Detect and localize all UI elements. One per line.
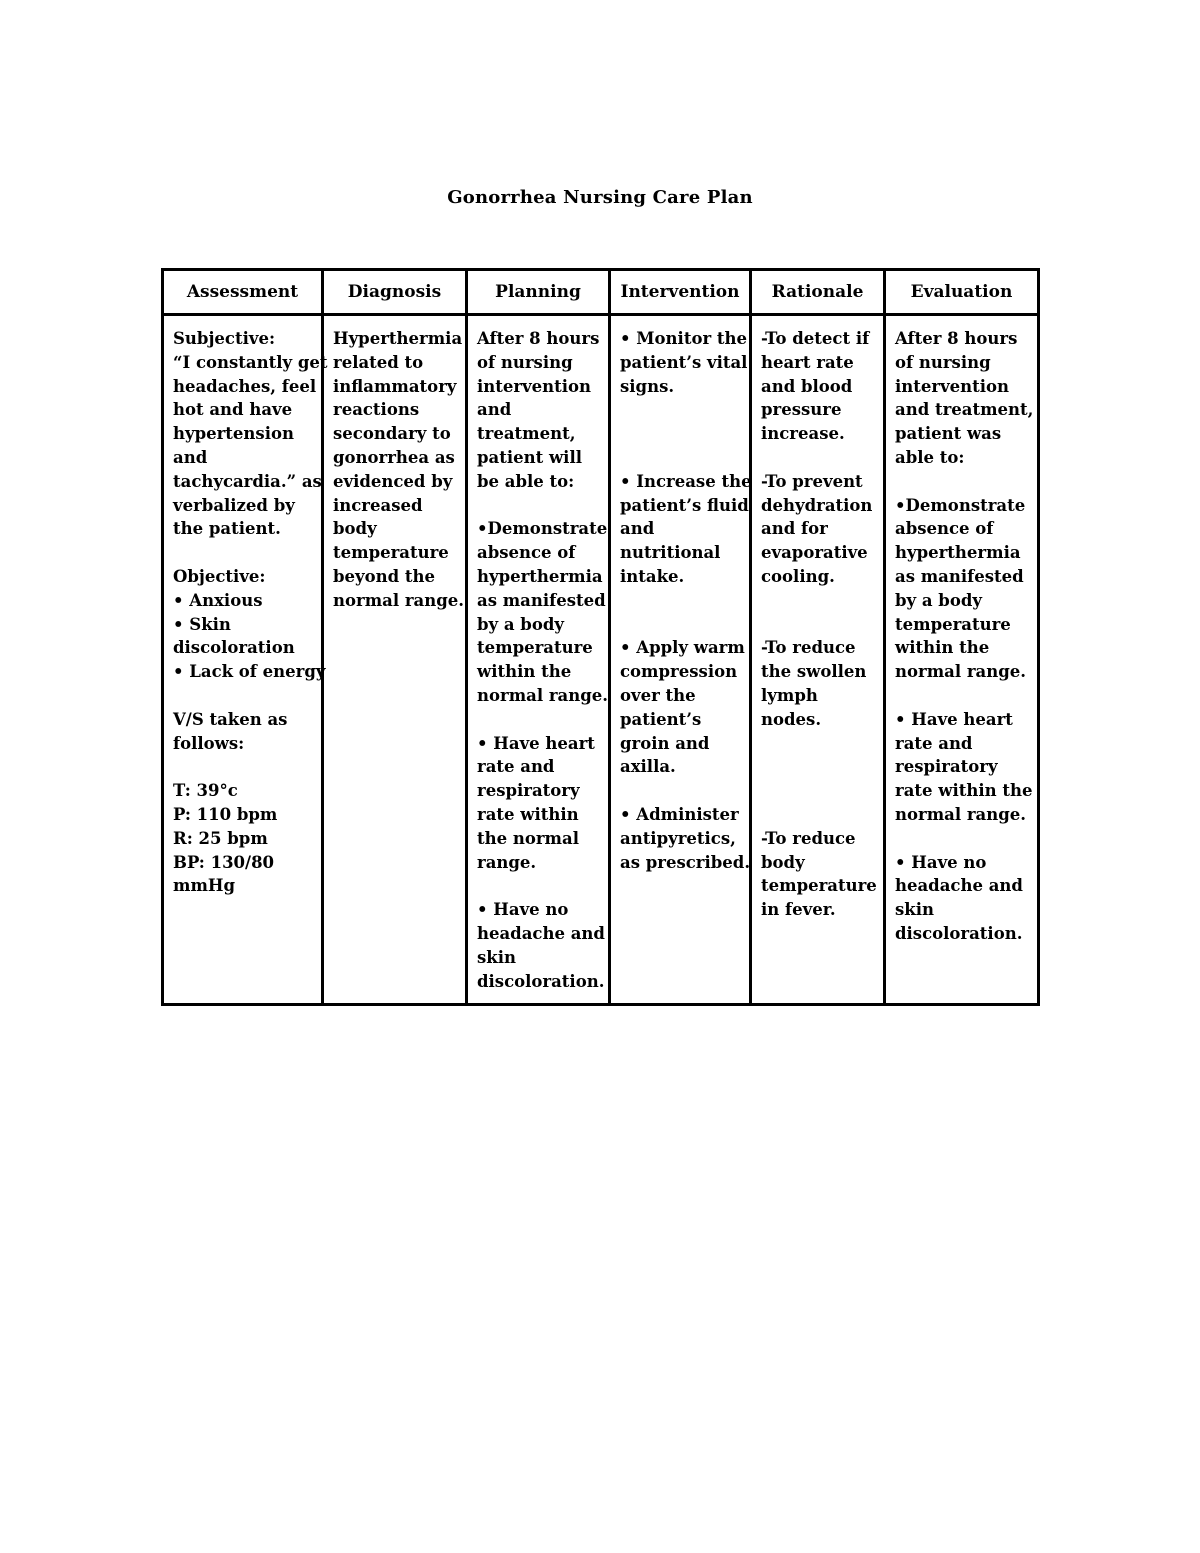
planning-goal-line: •Demonstrate bbox=[477, 519, 608, 539]
intervention-cell bbox=[610, 315, 751, 1005]
evaluation-intro-line: of nursing bbox=[895, 352, 991, 372]
diagnosis-line: increased bbox=[333, 495, 423, 515]
subjective-line: “I constantly get bbox=[173, 352, 328, 372]
intervention-line: patient’s fluid bbox=[620, 495, 749, 515]
vital-respiration: R: 25 bpm bbox=[173, 828, 268, 848]
planning-goal-line: normal range. bbox=[477, 685, 609, 705]
diagnosis-line: secondary to bbox=[333, 424, 451, 444]
table-row bbox=[163, 315, 1039, 1005]
subjective-line: the patient. bbox=[173, 519, 281, 539]
evaluation-line: absence of bbox=[895, 519, 994, 539]
planning-goal-line: rate within bbox=[477, 804, 579, 824]
diagnosis-line: gonorrhea as bbox=[333, 447, 455, 467]
rationale-line: cooling. bbox=[761, 566, 835, 586]
header-diagnosis: Diagnosis bbox=[323, 270, 467, 315]
intervention-line: • Increase the bbox=[620, 471, 752, 491]
diagnosis-line: related to bbox=[333, 352, 424, 372]
assessment-cell bbox=[163, 315, 328, 1005]
vs-line: follows: bbox=[173, 733, 245, 753]
vital-pulse: P: 110 bpm bbox=[173, 804, 278, 824]
rationale-line: -To reduce bbox=[761, 638, 856, 658]
evaluation-line: rate within the bbox=[895, 781, 1033, 801]
intervention-line: nutritional bbox=[620, 543, 721, 563]
rationale-line: heart rate bbox=[761, 352, 854, 372]
rationale-line: lymph bbox=[761, 685, 818, 705]
objective-line: discoloration bbox=[173, 638, 295, 658]
header-assessment: Assessment bbox=[163, 270, 323, 315]
diagnosis-cell bbox=[323, 315, 467, 1005]
header-intervention: Intervention bbox=[610, 270, 751, 315]
planning-goal-line: rate and bbox=[477, 757, 555, 777]
rationale-line: and for bbox=[761, 519, 828, 539]
evaluation-line: within the bbox=[895, 638, 990, 658]
rationale-line: dehydration bbox=[761, 495, 873, 515]
planning-intro-line: and bbox=[477, 400, 512, 420]
intervention-line: • Monitor the bbox=[620, 329, 748, 348]
evaluation-line: normal range. bbox=[895, 662, 1027, 682]
table-header-row bbox=[163, 270, 1039, 315]
subjective-line: headaches, feel bbox=[173, 376, 317, 396]
objective-line: • Skin bbox=[173, 614, 231, 634]
planning-goal-line: respiratory bbox=[477, 781, 580, 801]
evaluation-line: headache and bbox=[895, 876, 1023, 896]
planning-goal-line: • Have heart bbox=[477, 733, 595, 753]
rationale-line: -To detect if bbox=[761, 329, 870, 348]
intervention-line: signs. bbox=[620, 376, 675, 396]
objective-line: • Lack of energy bbox=[173, 662, 326, 682]
document-title: Gonorrhea Nursing Care Plan bbox=[447, 187, 753, 208]
planning-goal-line: headache and bbox=[477, 923, 605, 943]
diagnosis-line: body bbox=[333, 519, 377, 539]
vs-line: V/S taken as bbox=[173, 709, 288, 729]
intervention-line: • Apply warm bbox=[620, 638, 745, 658]
diagnosis-line: temperature bbox=[333, 543, 449, 563]
subjective-line: hypertension bbox=[173, 424, 294, 444]
intervention-line: patient’s bbox=[620, 709, 702, 729]
planning-intro-line: After 8 hours bbox=[477, 329, 600, 348]
evaluation-line: skin bbox=[895, 900, 934, 920]
evaluation-intro-line: intervention bbox=[895, 376, 1010, 396]
care-plan-table bbox=[161, 268, 1040, 1006]
vital-temperature: T: 39°c bbox=[173, 781, 238, 801]
diagnosis-line: reactions bbox=[333, 400, 420, 420]
planning-intro-line: be able to: bbox=[477, 471, 575, 491]
intervention-line: axilla. bbox=[620, 757, 676, 777]
evaluation-line: • Have heart bbox=[895, 709, 1013, 729]
diagnosis-line: evidenced by bbox=[333, 471, 453, 491]
planning-intro-line: of nursing bbox=[477, 352, 573, 372]
planning-cell bbox=[467, 315, 610, 1005]
rationale-line: the swollen bbox=[761, 662, 867, 682]
rationale-line: in fever. bbox=[761, 900, 836, 920]
planning-goal-line: as manifested bbox=[477, 590, 606, 610]
evaluation-line: normal range. bbox=[895, 804, 1027, 824]
header-evaluation: Evaluation bbox=[885, 270, 1039, 315]
objective-label: Objective: bbox=[173, 566, 266, 586]
intervention-line: intake. bbox=[620, 566, 685, 586]
planning-goal-line: hyperthermia bbox=[477, 566, 603, 586]
planning-goal-line: the normal bbox=[477, 828, 579, 848]
vital-blood-pressure-unit: mmHg bbox=[173, 876, 236, 896]
planning-goal-line: temperature bbox=[477, 638, 593, 658]
evaluation-line: temperature bbox=[895, 614, 1011, 634]
planning-goal-line: discoloration. bbox=[477, 971, 605, 991]
rationale-line: evaporative bbox=[761, 543, 868, 563]
rationale-line: nodes. bbox=[761, 709, 822, 729]
planning-goal-line: absence of bbox=[477, 543, 576, 563]
intervention-line: compression bbox=[620, 662, 738, 682]
rationale-line: body bbox=[761, 852, 805, 872]
intervention-line: and bbox=[620, 519, 655, 539]
rationale-line: increase. bbox=[761, 424, 845, 444]
diagnosis-line: inflammatory bbox=[333, 376, 457, 396]
evaluation-line: •Demonstrate bbox=[895, 495, 1026, 515]
planning-goal-line: by a body bbox=[477, 614, 564, 634]
intervention-line: as prescribed. bbox=[620, 852, 751, 872]
header-rationale: Rationale bbox=[751, 270, 885, 315]
rationale-line: and blood bbox=[761, 376, 853, 396]
intervention-line: • Administer bbox=[620, 804, 739, 824]
rationale-line: -To reduce bbox=[761, 828, 856, 848]
header-planning: Planning bbox=[467, 270, 610, 315]
rationale-cell bbox=[751, 315, 885, 1005]
evaluation-line: by a body bbox=[895, 590, 982, 610]
rationale-line: pressure bbox=[761, 400, 842, 420]
planning-intro-line: intervention bbox=[477, 376, 592, 396]
evaluation-line: • Have no bbox=[895, 852, 987, 872]
planning-intro-line: patient will bbox=[477, 447, 582, 467]
evaluation-intro-line: After 8 hours bbox=[895, 329, 1018, 348]
evaluation-line: rate and bbox=[895, 733, 973, 753]
evaluation-intro-line: able to: bbox=[895, 447, 965, 467]
diagnosis-line: Hyperthermia bbox=[333, 329, 463, 348]
intervention-line: over the bbox=[620, 685, 696, 705]
rationale-line: -To prevent bbox=[761, 471, 863, 491]
objective-line: • Anxious bbox=[173, 590, 263, 610]
evaluation-line: respiratory bbox=[895, 757, 998, 777]
evaluation-intro-line: patient was bbox=[895, 424, 1002, 444]
evaluation-cell bbox=[885, 315, 1039, 1005]
intervention-line: patient’s vital bbox=[620, 352, 748, 372]
diagnosis-line: normal range. bbox=[333, 590, 465, 610]
planning-goal-line: range. bbox=[477, 852, 537, 872]
subjective-line: and bbox=[173, 447, 208, 467]
planning-goal-line: skin bbox=[477, 947, 516, 967]
planning-goal-line: within the bbox=[477, 662, 572, 682]
rationale-line: temperature bbox=[761, 876, 877, 896]
subjective-line: hot and have bbox=[173, 400, 293, 420]
evaluation-line: as manifested bbox=[895, 566, 1024, 586]
evaluation-line: hyperthermia bbox=[895, 543, 1021, 563]
evaluation-line: discoloration. bbox=[895, 923, 1023, 943]
planning-goal-line: • Have no bbox=[477, 900, 569, 920]
vital-blood-pressure: BP: 130/80 bbox=[173, 852, 275, 872]
planning-intro-line: treatment, bbox=[477, 424, 576, 444]
subjective-line: tachycardia.” as bbox=[173, 471, 322, 491]
subjective-label: Subjective: bbox=[173, 329, 276, 348]
evaluation-intro-line: and treatment, bbox=[895, 400, 1034, 420]
intervention-line: groin and bbox=[620, 733, 710, 753]
intervention-line: antipyretics, bbox=[620, 828, 736, 848]
diagnosis-line: beyond the bbox=[333, 566, 436, 586]
subjective-line: verbalized by bbox=[173, 495, 295, 515]
